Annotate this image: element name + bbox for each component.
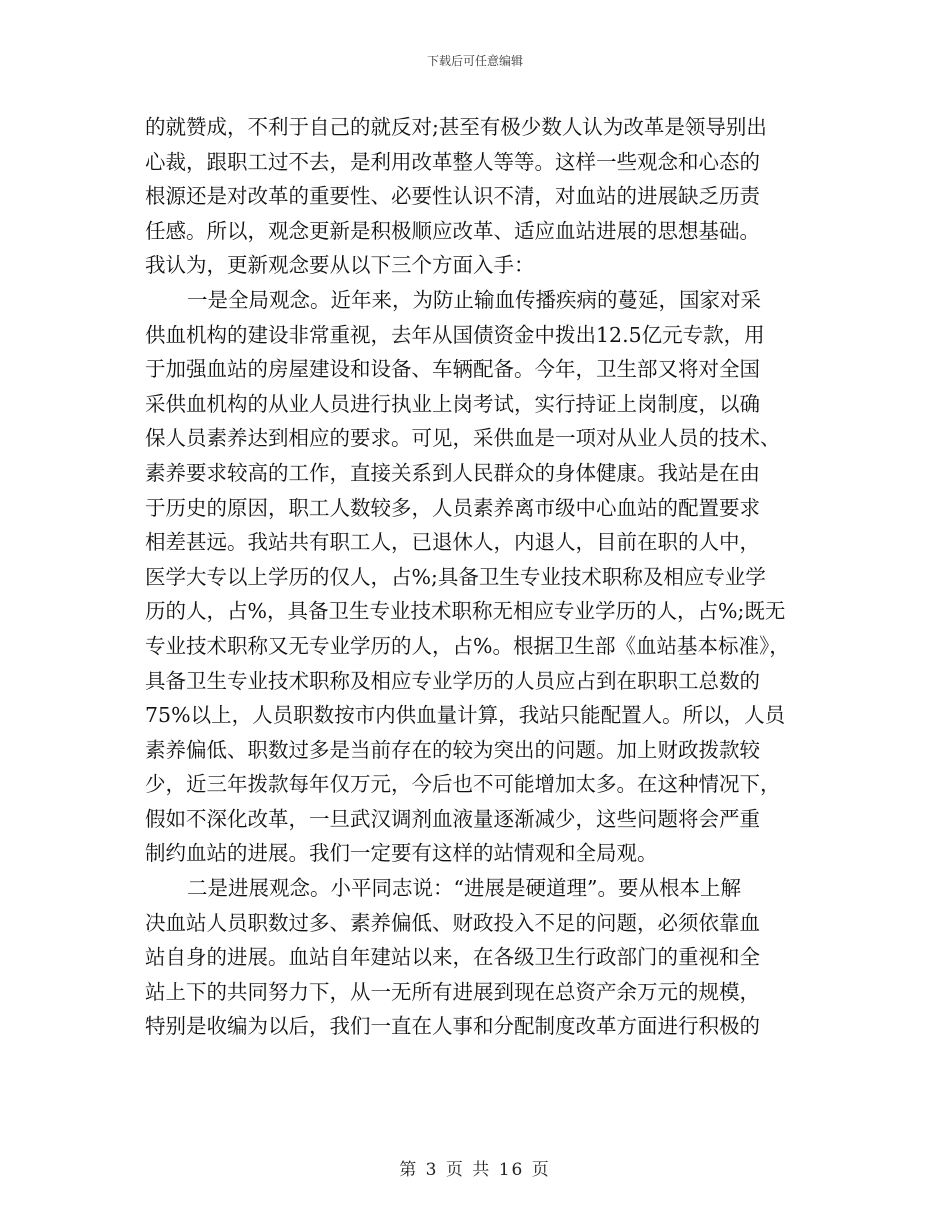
text-line: 我认为，更新观念要从以下三个方面入手： xyxy=(145,253,535,278)
text-line: 的就赞成，不利于自己的就反对;甚至有极少数人认为改革是领导别出 xyxy=(145,115,767,139)
text-line: 采供血机构的从业人员进行执业上岗考试，实行持证上岗制度，以确 xyxy=(145,391,760,416)
text-line: 历的人，占%，具备卫生专业技术职称无相应专业学历的人，占%;既无 xyxy=(145,599,786,624)
text-line: 制约血站的进展。我们一定要有这样的站情观和全局观。 xyxy=(145,841,658,866)
text-line: 医学大专以上学历的仅人，占%;具备卫生专业技术职称及相应专业学 xyxy=(145,564,766,589)
text-line: 于历史的原因，职工人数较多，人员素养离市级中心血站的配置要求 xyxy=(145,495,760,520)
document-body xyxy=(145,110,810,1044)
text-line: 站自身的进展。血站自年建站以来，在各级卫生行政部门的重视和全 xyxy=(145,945,760,970)
text-line: 站上下的共同努力下，从一无所有进展到现在总资产余万元的规模， xyxy=(145,979,760,1004)
text-line: 于加强血站的房屋建设和设备、车辆配备。今年，卫生部又将对全国 xyxy=(145,357,760,382)
text-line: 二是进展观念。小平同志说：“进展是硬道理”。要从根本上解 xyxy=(187,876,741,901)
text-line: 供血机构的建设非常重视，去年从国债资金中拨出12.5亿元专款，用 xyxy=(145,322,765,347)
text-line: 75%以上，人员职数按市内供血量计算，我站只能配置人。所以，人员 xyxy=(145,703,786,728)
text-line: 素养偏低、职数过多是当前存在的较为突出的问题。加上财政拨款较 xyxy=(145,737,760,762)
text-line: 心裁，跟职工过不去，是利用改革整人等等。这样一些观念和心态的 xyxy=(145,149,760,174)
text-line: 特别是收编为以后，我们一直在人事和分配制度改革方面进行积极的 xyxy=(145,1014,760,1039)
text-line: 具备卫生专业技术职称及相应专业学历的人员应占到在职职工总数的 xyxy=(145,668,760,693)
text-line: 相差甚远。我站共有职工人，已退休人，内退人，目前在职的人中， xyxy=(145,530,760,555)
text-line: 少，近三年拨款每年仅万元，今后也不可能增加太多。在这种情况下， xyxy=(145,772,781,797)
text-line: 任感。所以，观念更新是积极顺应改革、适应血站进展的思想基础。 xyxy=(145,218,760,243)
text-line: 决血站人员职数过多、素养偏低、财政投入不足的问题，必须依靠血 xyxy=(145,910,760,935)
text-line: 素养要求较高的工作，直接关系到人民群众的身体健康。我站是在由 xyxy=(145,460,760,485)
text-line: 专业技术职称又无专业学历的人，占%。根据卫生部《血站基本标准》， xyxy=(145,633,790,658)
text-line: 根源还是对改革的重要性、必要性认识不清，对血站的进展缺乏历责 xyxy=(145,184,760,209)
text-line: 假如不深化改革，一旦武汉调剂血液量逐渐减少，这些问题将会严重 xyxy=(145,806,760,831)
page-header: 下载后可任意编辑 xyxy=(426,54,523,68)
page-footer: 第 3 页 共 16 页 xyxy=(399,1160,551,1180)
text-line: 一是全局观念。近年来，为防止输血传播疾病的蔓延，国家对采 xyxy=(187,287,761,312)
text-line: 保人员素养达到相应的要求。可见，采供血是一项对从业人员的技术、 xyxy=(145,426,781,451)
